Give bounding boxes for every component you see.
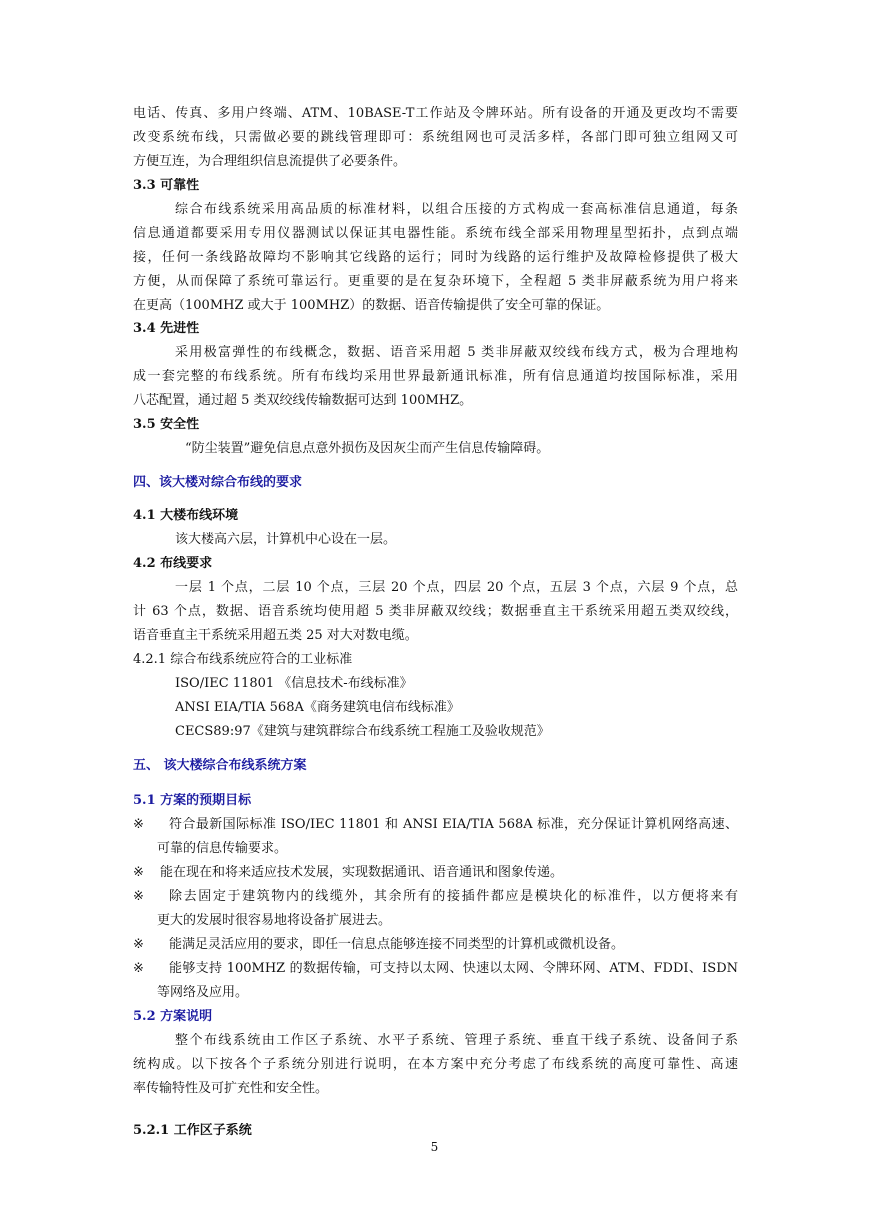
- list-item-continuation: 等网络及应用。: [157, 985, 249, 1000]
- list-item-continuation: 可靠的信息传输要求。: [157, 841, 288, 856]
- section-heading-4-1: 4.1 大楼布线环境: [133, 508, 239, 523]
- paragraph-line: “防尘装置”避免信息点意外损伤及因灰尘而产生信息传输障碍。: [185, 441, 550, 456]
- chapter-heading-4: 四、该大楼对综合布线的要求: [133, 475, 303, 490]
- list-item: 能满足灵活应用的要求，即任一信息点能够连接不同类型的计算机或微机设备。: [169, 937, 625, 952]
- standard-item: ANSI EIA/TIA 568A《商务建筑电信布线标准》: [175, 700, 460, 715]
- paragraph-line: 电话、传真、多用户终端、ATM、10BASE-T工作站及令牌环站。所有设备的开通及更改均不需要: [133, 106, 738, 121]
- paragraph-line: 采用极富弹性的布线概念，数据、语音采用超 5 类非屏蔽双绞线布线方式，极为合理地构: [175, 345, 738, 360]
- paragraph-line: 计 63 个点，数据、语音系统均使用超 5 类非屏蔽双绞线；数据垂直主干系统采用超五类双绞线，: [133, 604, 738, 619]
- list-item: 除去固定于建筑物内的线缆外，其余所有的接插件都应是模块化的标准件，以方便将来有: [169, 889, 738, 904]
- paragraph-line: 率传输特性及可扩充性和安全性。: [133, 1081, 329, 1096]
- paragraph-line: 信息通道都要采用专用仪器测试以保证其电器性能。系统布线全部采用物理星型拓扑，点到点端: [133, 226, 738, 241]
- paragraph-line: 综合布线系统采用高品质的标准材料，以组合压接的方式构成一套高标准信息通道，每条: [175, 202, 738, 217]
- section-heading-3-5: 3.5 安全性: [133, 417, 200, 432]
- bullet-mark: ※: [133, 817, 144, 832]
- paragraph-line: 方便互连，为合理组织信息流提供了必要条件。: [133, 154, 407, 169]
- list-item-continuation: 更大的发展时很容易地将设备扩展进去。: [157, 913, 392, 928]
- chapter-heading-5: 五、 该大楼综合布线系统方案: [133, 758, 307, 773]
- paragraph-line: 成一套完整的布线系统。所有布线均采用世界最新通讯标准，所有信息通道均按国际标准，采用: [133, 369, 738, 384]
- paragraph-line: 统构成。以下按各个子系统分别进行说明，在本方案中充分考虑了布线系统的高度可靠性、高速: [133, 1057, 738, 1072]
- section-heading-5-1: 5.1 方案的预期目标: [133, 793, 252, 808]
- page-number: 5: [430, 1140, 439, 1154]
- paragraph-line: 八芯配置，通过超 5 类双绞线传输数据可达到 100MHZ。: [133, 393, 473, 408]
- paragraph-line: 一层 1 个点，二层 10 个点，三层 20 个点，四层 20 个点，五层 3 个点，六层 9 个点，总: [175, 580, 738, 595]
- bullet-mark: ※: [133, 865, 144, 880]
- paragraph-line: 方便，从而保障了系统可靠运行。更重要的是在复杂环境下，全程超 5 类非屏蔽系统为用户将来: [133, 274, 738, 289]
- bullet-mark: ※: [133, 961, 144, 976]
- section-heading-3-3: 3.3 可靠性: [133, 178, 200, 193]
- paragraph-line: 改变系统布线，只需做必要的跳线管理即可：系统组网也可灵活多样，各部门即可独立组网又可: [133, 130, 738, 145]
- paragraph-line: 该大楼高六层，计算机中心设在一层。: [175, 532, 397, 547]
- paragraph-line: 在更高（100MHZ 或大于 100MHZ）的数据、语音传输提供了安全可靠的保证。: [133, 298, 610, 313]
- standard-item: CECS89:97《建筑与建筑群综合布线系统工程施工及验收规范》: [175, 724, 550, 739]
- list-item: 能在现在和将来适应技术发展，实现数据通讯、语音通讯和图象传递。: [160, 865, 564, 880]
- section-heading-3-4: 3.4 先进性: [133, 321, 200, 336]
- paragraph-line: 接，任何一条线路故障均不影响其它线路的运行；同时为线路的运行维护及故障检修提供了极大: [133, 250, 738, 265]
- bullet-mark: ※: [133, 937, 144, 952]
- list-item: 能够支持 100MHZ 的数据传输，可支持以太网、快速以太网、令牌环网、ATM、FDDI、ISDN: [169, 961, 738, 976]
- standard-item: ISO/IEC 11801 《信息技术-布线标准》: [175, 676, 413, 691]
- subsection-heading-5-2-1: 5.2.1 工作区子系统: [133, 1123, 252, 1138]
- subsection-heading-4-2-1: 4.2.1 综合布线系统应符合的工业标准: [133, 652, 353, 667]
- list-item: 符合最新国际标准 ISO/IEC 11801 和 ANSI EIA/TIA 568A 标准，充分保证计算机网络高速、: [169, 817, 738, 832]
- section-heading-4-2: 4.2 布线要求: [133, 556, 213, 571]
- paragraph-line: 语音垂直主干系统采用超五类 25 对大对数电缆。: [133, 628, 418, 643]
- paragraph-line: 整个布线系统由工作区子系统、水平子系统、管理子系统、垂直干线子系统、设备间子系: [175, 1033, 738, 1048]
- section-heading-5-2: 5.2 方案说明: [133, 1009, 213, 1024]
- bullet-mark: ※: [133, 889, 144, 904]
